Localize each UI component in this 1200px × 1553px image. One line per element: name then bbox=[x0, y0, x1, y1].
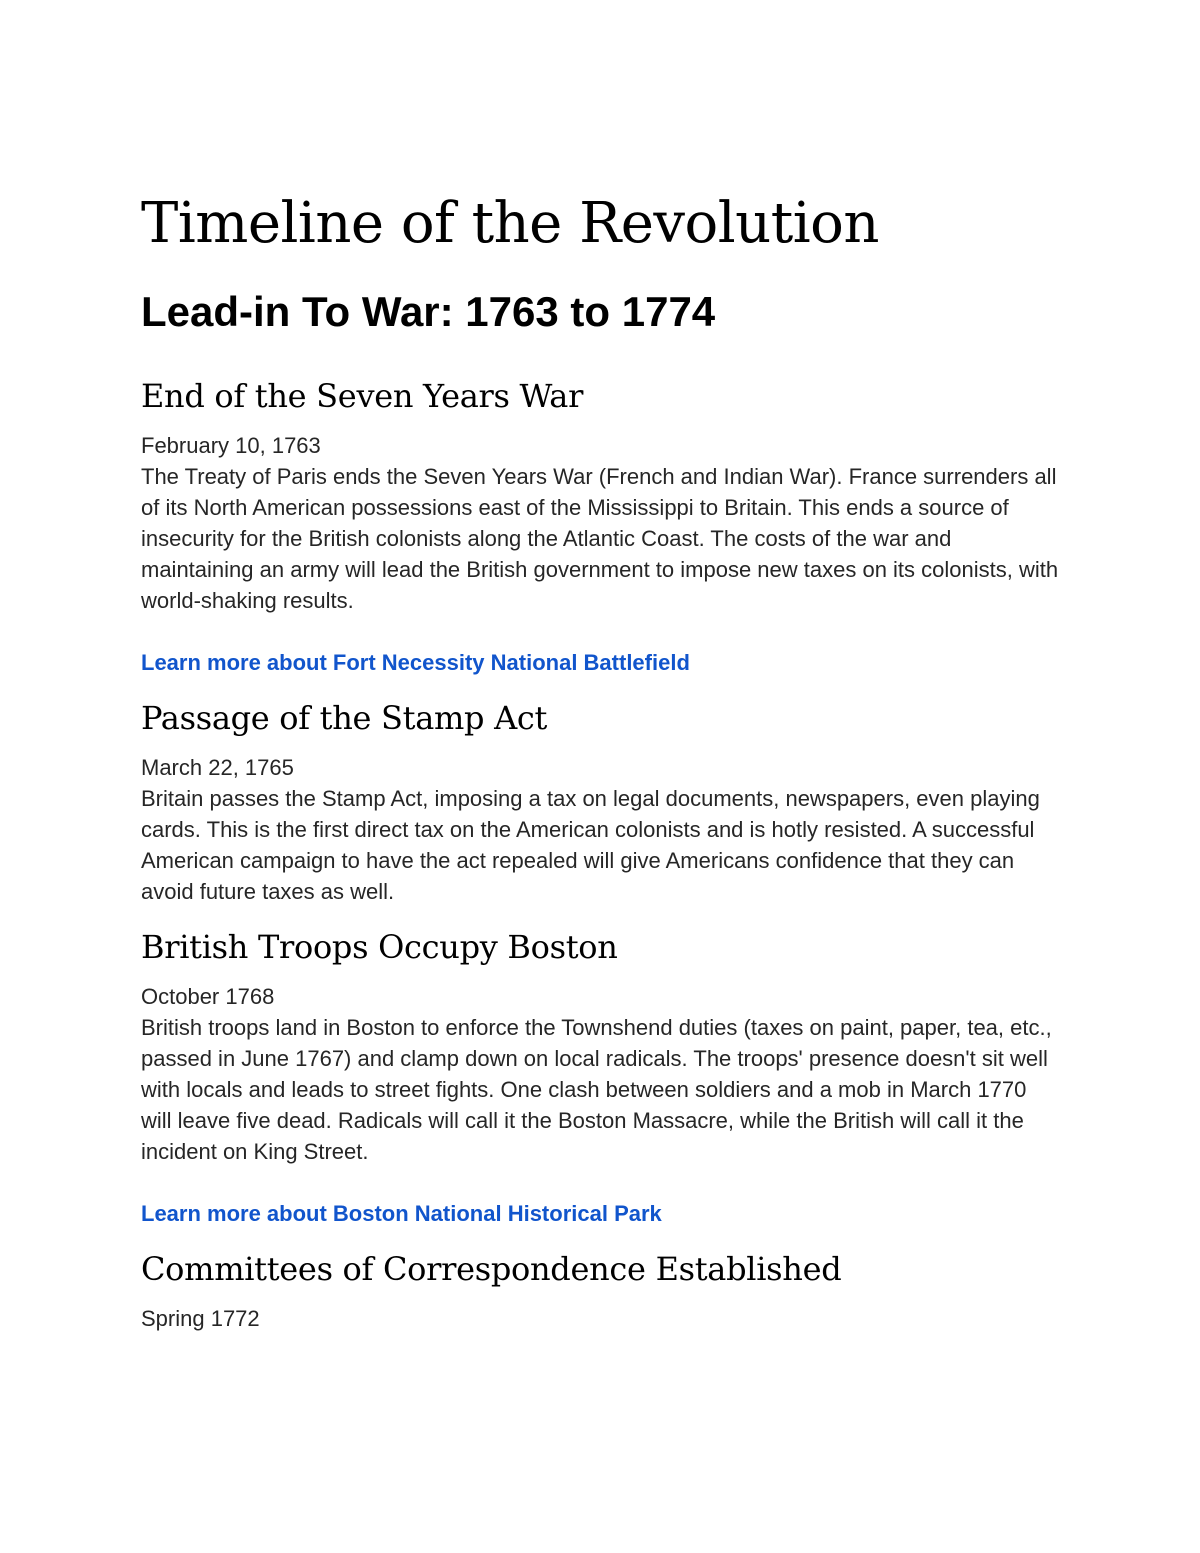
section-title: Lead-in To War: 1763 to 1774 bbox=[141, 288, 716, 335]
document-title: Timeline of the Revolution bbox=[141, 191, 879, 256]
event-heading: British Troops Occupy Boston bbox=[141, 928, 618, 966]
event-heading: End of the Seven Years War bbox=[141, 377, 584, 415]
timeline-event bbox=[141, 374, 1061, 678]
event-description: Britain passes the Stamp Act, imposing a tax on legal documents, newspapers, even playing cards. This is the first direct tax on the American colonists and is hotly resisted. A successful American campaign to have the act repealed will give Americans confidence that they can avoid future taxes as well. bbox=[141, 786, 1040, 904]
timeline-event bbox=[141, 925, 1061, 1229]
event-date: October 1768 bbox=[141, 984, 275, 1009]
event-date: February 10, 1763 bbox=[141, 433, 321, 458]
event-description: British troops land in Boston to enforce the Townshend duties (taxes on paint, paper, tea, etc., passed in June 1767) and clamp down on local radicals. The troops' presence doesn't sit well with locals and leads to street fights. One clash between soldiers and a mob in March 1770 will leave five dead. Radicals will call it the Boston Massacre, while the British will call it the incident on King Street. bbox=[141, 1015, 1052, 1164]
document-page bbox=[141, 186, 1061, 1334]
event-date: March 22, 1765 bbox=[141, 755, 294, 780]
learn-more-link[interactable]: Learn more about Fort Necessity National Battlefield bbox=[141, 650, 690, 675]
event-heading: Passage of the Stamp Act bbox=[141, 699, 548, 737]
learn-more-link[interactable]: Learn more about Boston National Historical Park bbox=[141, 1201, 662, 1226]
timeline-event bbox=[141, 696, 1061, 907]
event-heading: Committees of Correspondence Established bbox=[141, 1250, 842, 1288]
event-date: Spring 1772 bbox=[141, 1306, 260, 1331]
timeline-event bbox=[141, 1247, 1061, 1334]
event-description: The Treaty of Paris ends the Seven Years War (French and Indian War). France surrenders all of its North American possessions east of the Mississippi to Britain. This ends a source of insecurity for the British colonists along the Atlantic Coast. The costs of the war and maintaining an army will lead the British government to impose new taxes on its colonists, with world-shaking results. bbox=[141, 464, 1059, 613]
